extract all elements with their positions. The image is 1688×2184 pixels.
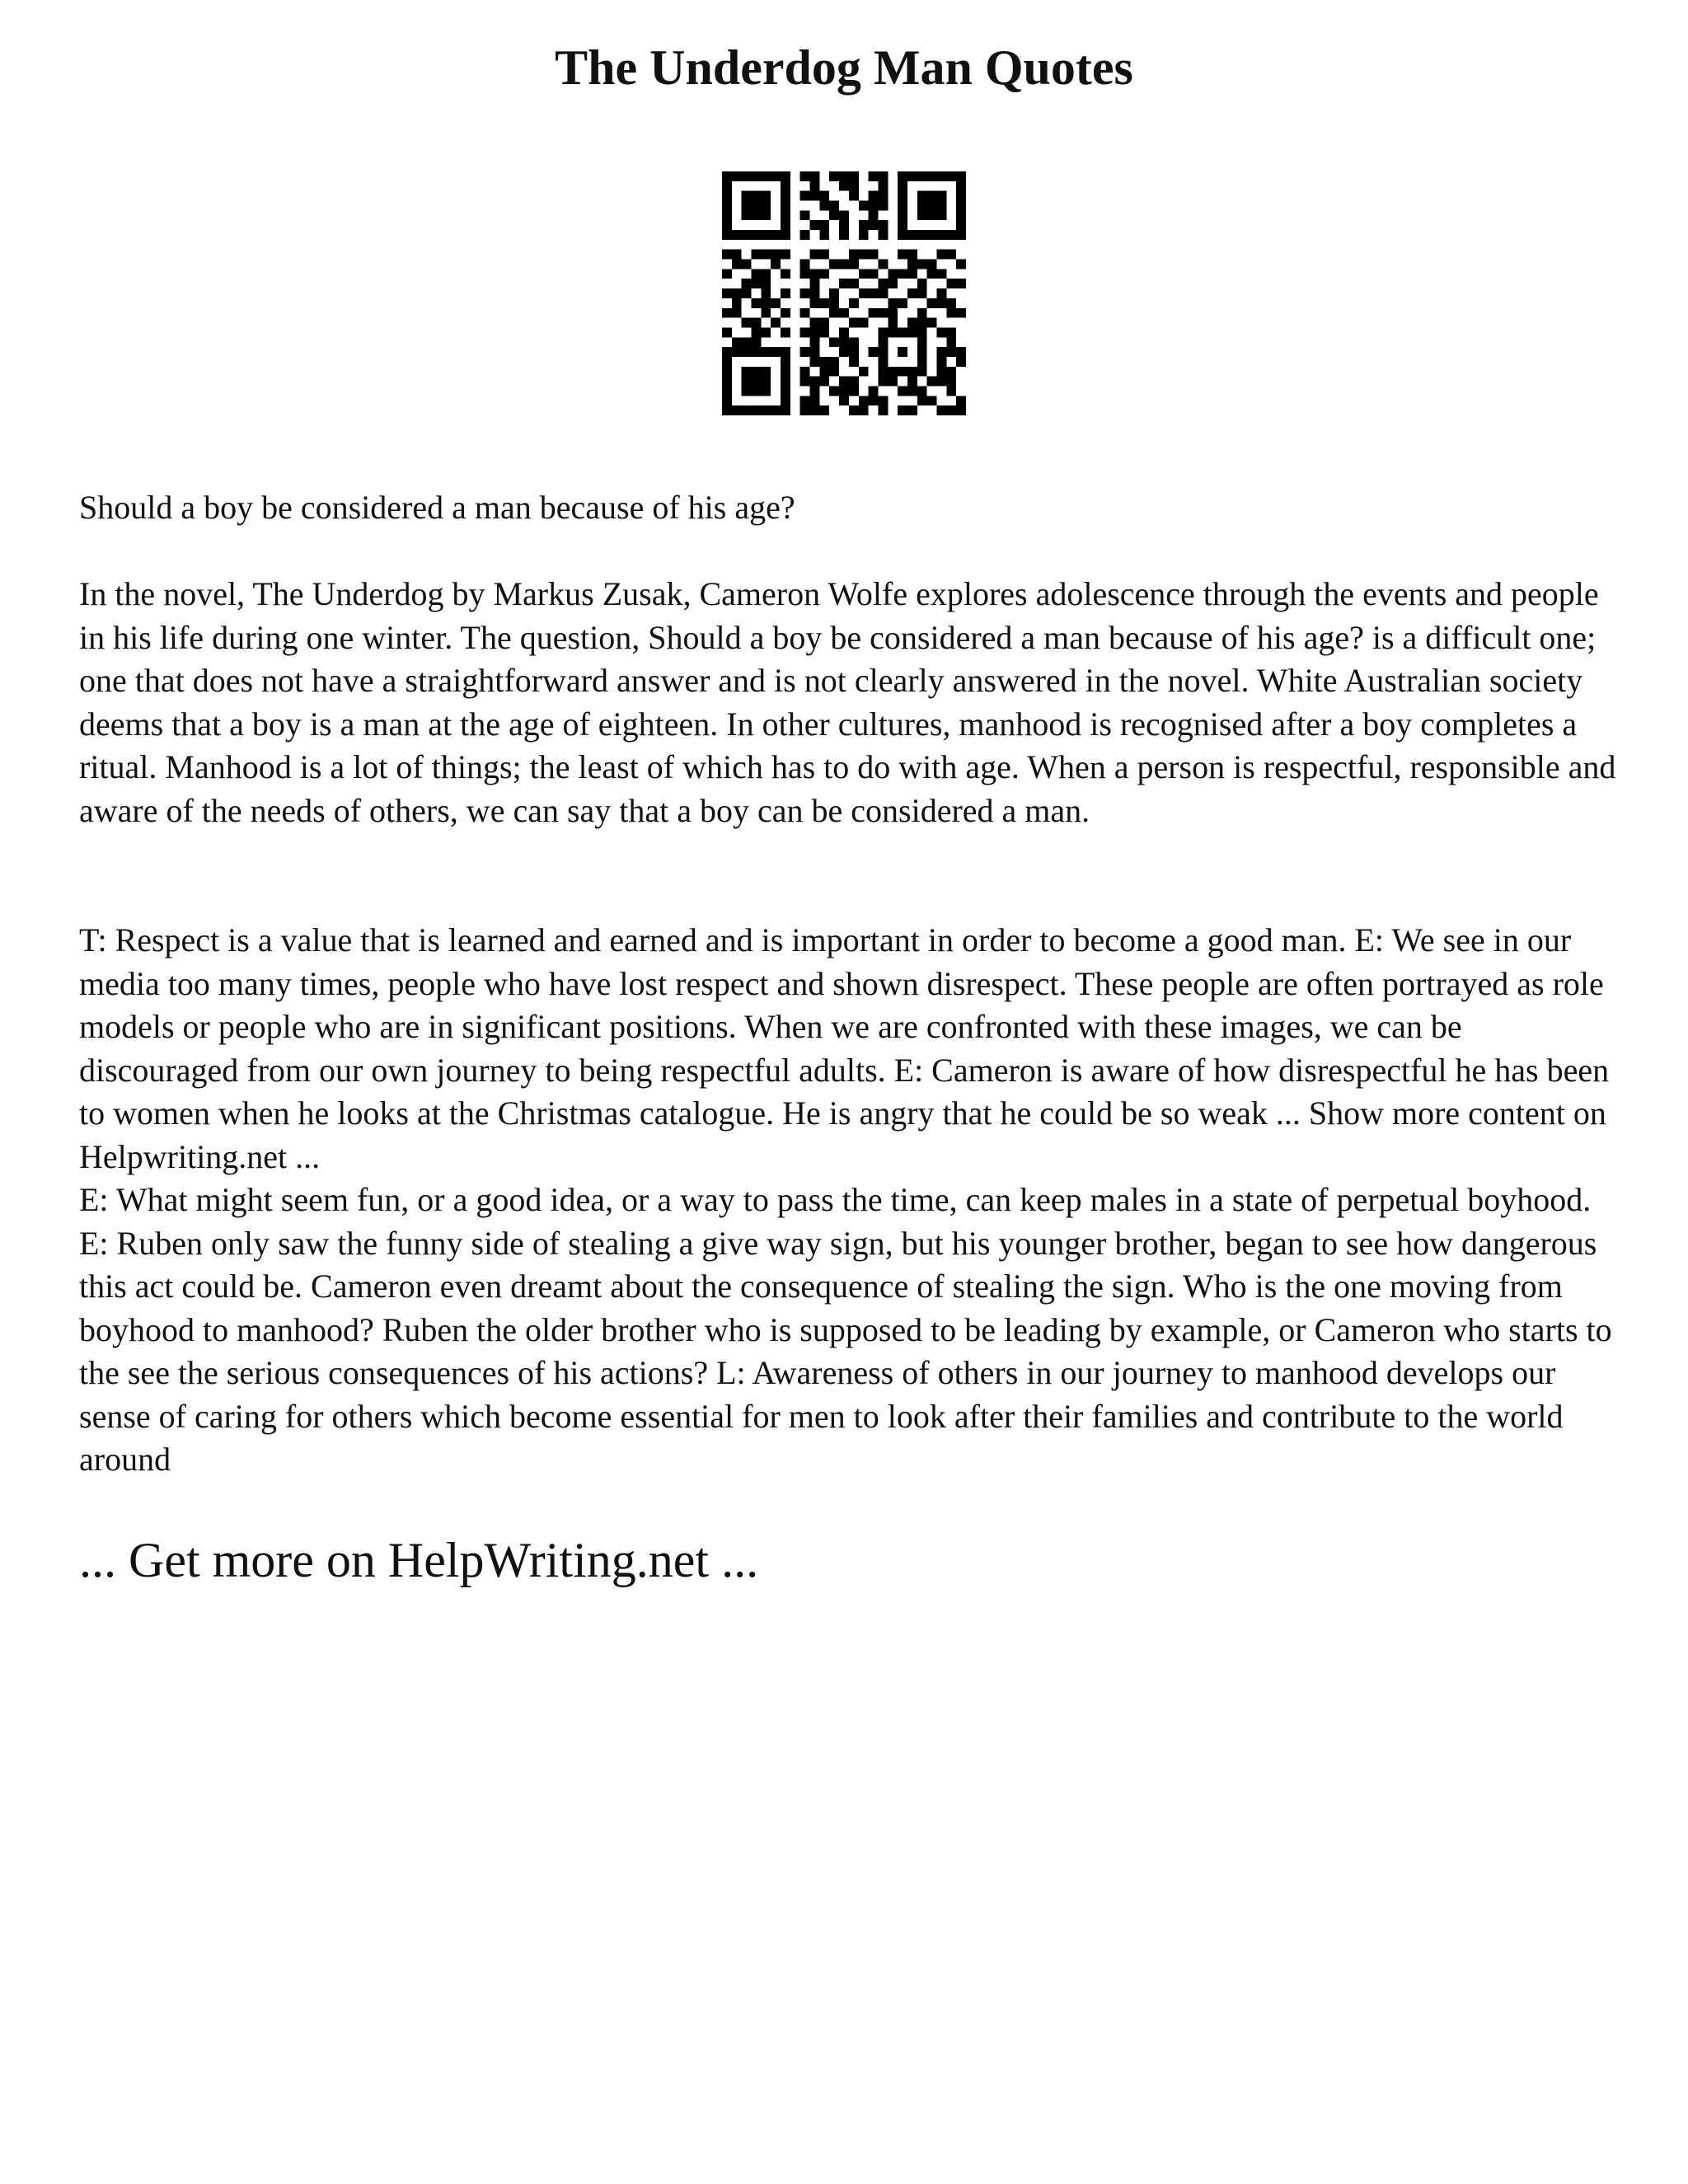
page-title: The Underdog Man Quotes <box>555 40 1133 95</box>
qr-code-icon <box>722 171 966 415</box>
question-paragraph: Should a boy be considered a man because of his age? <box>79 489 795 526</box>
body-paragraph: T: Respect is a value that is learned and earned and is important in order to become a good man. E: We see in our media too many times, people who have lost respect and shown disrespect. These people are often portrayed as role models or people who are in significant positions. When we are confronted with these images, we can be discouraged from our own journey to being respectful adults. E: Cameron is aware of how disrespectful he has been to women when he looks at the Christmas catalogue. He is angry that he could be so weak ... Show more content on Helpwriting.net ... E: What might seem fun, or a good idea, or a way to pass the time, can keep males in a state of perpetual boyhood. E: Ruben only saw the funny side of stealing a give way sign, but his younger brother, began to see how dangerous this act could be. Cameron even dreamt about the consequence of stealing the sign. Who is the one moving from boyhood to manhood? Ruben the older brother who is supposed to be leading by example, or Cameron who starts to the see the serious consequences of his actions? L: Awareness of others in our journey to manhood develops our sense of caring for others which become essential for men to look after their families and contribute to the world around <box>79 921 1612 1478</box>
introduction-paragraph: In the novel, The Underdog by Markus Zusak, Cameron Wolfe explores adolescence through the events and people in his life during one winter. The question, Should a boy be considered a man because of his age? is a difficult one; one that does not have a straightforward answer and is not clearly answered in the novel. White Australian society deems that a boy is a man at the age of eighteen. In other cultures, manhood is recognised after a boy completes a ritual. Manhood is a lot of things; the least of which has to do with age. When a person is respectful, responsible and aware of the needs of others, we can say that a boy can be considered a man. <box>79 575 1616 829</box>
get-more-link[interactable]: ... Get more on HelpWriting.net ... <box>79 1533 759 1587</box>
